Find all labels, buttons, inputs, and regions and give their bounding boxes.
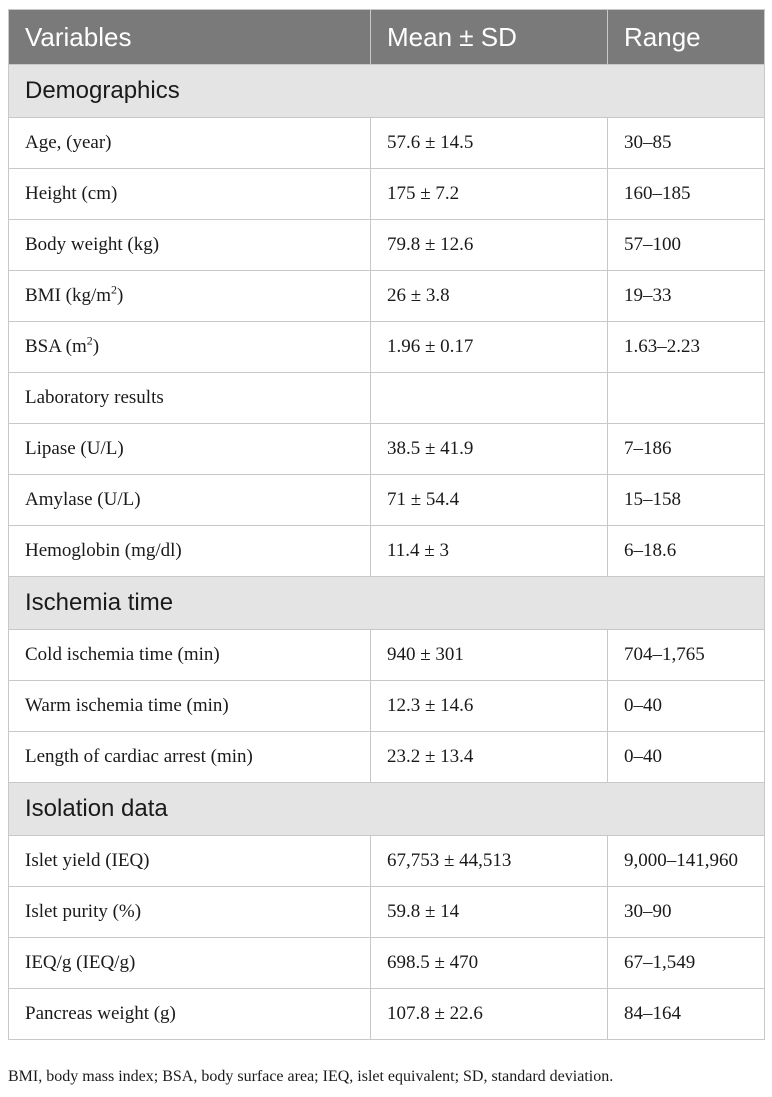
- row-range: 704–1,765: [608, 630, 765, 681]
- table-row: [9, 630, 765, 681]
- table-container: [8, 9, 764, 1040]
- table-row: [9, 938, 765, 989]
- row-label: Body weight (kg): [9, 220, 371, 271]
- row-label: Lipase (U/L): [9, 424, 371, 475]
- row-mean: 12.3 ± 14.6: [371, 681, 608, 732]
- table-row: [9, 271, 765, 322]
- row-range: 160–185: [608, 169, 765, 220]
- label-text: ): [117, 285, 124, 306]
- table-row: [9, 373, 765, 424]
- label-text: BMI (kg/m: [25, 285, 112, 306]
- table-row: [9, 169, 765, 220]
- table-row: [9, 475, 765, 526]
- row-range: [608, 373, 765, 424]
- table-row: [9, 887, 765, 938]
- row-range: 0–40: [608, 732, 765, 783]
- row-label: [9, 322, 371, 373]
- row-range: 19–33: [608, 271, 765, 322]
- row-mean: 71 ± 54.4: [371, 475, 608, 526]
- row-mean: [371, 373, 608, 424]
- row-mean: 23.2 ± 13.4: [371, 732, 608, 783]
- row-label: Length of cardiac arrest (min): [9, 732, 371, 783]
- row-mean: 67,753 ± 44,513: [371, 836, 608, 887]
- table-row: [9, 424, 765, 475]
- section-row: [9, 577, 765, 630]
- row-mean: 11.4 ± 3: [371, 526, 608, 577]
- row-range: 1.63–2.23: [608, 322, 765, 373]
- row-label: Cold ischemia time (min): [9, 630, 371, 681]
- row-range: 84–164: [608, 989, 765, 1040]
- label-text: BSA (m: [25, 336, 87, 357]
- label-superscript: 2: [86, 333, 93, 348]
- row-range: 57–100: [608, 220, 765, 271]
- header-mean-sd: Mean ± SD: [371, 10, 608, 65]
- row-label: Pancreas weight (g): [9, 989, 371, 1040]
- table-row: [9, 732, 765, 783]
- row-label: Warm ischemia time (min): [9, 681, 371, 732]
- row-mean: 38.5 ± 41.9: [371, 424, 608, 475]
- row-label: Islet yield (IEQ): [9, 836, 371, 887]
- row-mean: 175 ± 7.2: [371, 169, 608, 220]
- table-header-row: [9, 10, 765, 65]
- table-row: [9, 836, 765, 887]
- table-row: [9, 322, 765, 373]
- row-label: Laboratory results: [9, 373, 371, 424]
- row-label: Hemoglobin (mg/dl): [9, 526, 371, 577]
- row-label: Age, (year): [9, 118, 371, 169]
- row-mean: 107.8 ± 22.6: [371, 989, 608, 1040]
- row-mean: 59.8 ± 14: [371, 887, 608, 938]
- section-demographics: Demographics: [9, 65, 765, 118]
- row-mean: 940 ± 301: [371, 630, 608, 681]
- data-table: [8, 9, 765, 1040]
- table-row: [9, 118, 765, 169]
- section-row: [9, 783, 765, 836]
- row-range: 0–40: [608, 681, 765, 732]
- row-label: Height (cm): [9, 169, 371, 220]
- row-range: 30–85: [608, 118, 765, 169]
- table-row: [9, 220, 765, 271]
- row-label: [9, 271, 371, 322]
- section-row: [9, 65, 765, 118]
- row-label: IEQ/g (IEQ/g): [9, 938, 371, 989]
- label-superscript: 2: [111, 282, 118, 297]
- row-mean: 79.8 ± 12.6: [371, 220, 608, 271]
- header-range: Range: [608, 10, 765, 65]
- label-text: ): [92, 336, 100, 357]
- row-label: Amylase (U/L): [9, 475, 371, 526]
- header-variables: Variables: [9, 10, 371, 65]
- row-range: 6–18.6: [608, 526, 765, 577]
- row-mean: 1.96 ± 0.17: [371, 322, 608, 373]
- section-ischemia-time: Ischemia time: [9, 577, 765, 630]
- row-range: 30–90: [608, 887, 765, 938]
- table-footnote: BMI, body mass index; BSA, body surface area; IEQ, islet equivalent; SD, standard deviation.: [8, 1068, 614, 1085]
- section-isolation-data: Isolation data: [9, 783, 765, 836]
- row-range: 15–158: [608, 475, 765, 526]
- row-range: 7–186: [608, 424, 765, 475]
- row-range: 9,000–141,960: [608, 836, 765, 887]
- row-mean: 698.5 ± 470: [371, 938, 608, 989]
- row-range: 67–1,549: [608, 938, 765, 989]
- row-label: Islet purity (%): [9, 887, 371, 938]
- table-row: [9, 989, 765, 1040]
- table-row: [9, 681, 765, 732]
- row-mean: 26 ± 3.8: [371, 271, 608, 322]
- row-mean: 57.6 ± 14.5: [371, 118, 608, 169]
- table-row: [9, 526, 765, 577]
